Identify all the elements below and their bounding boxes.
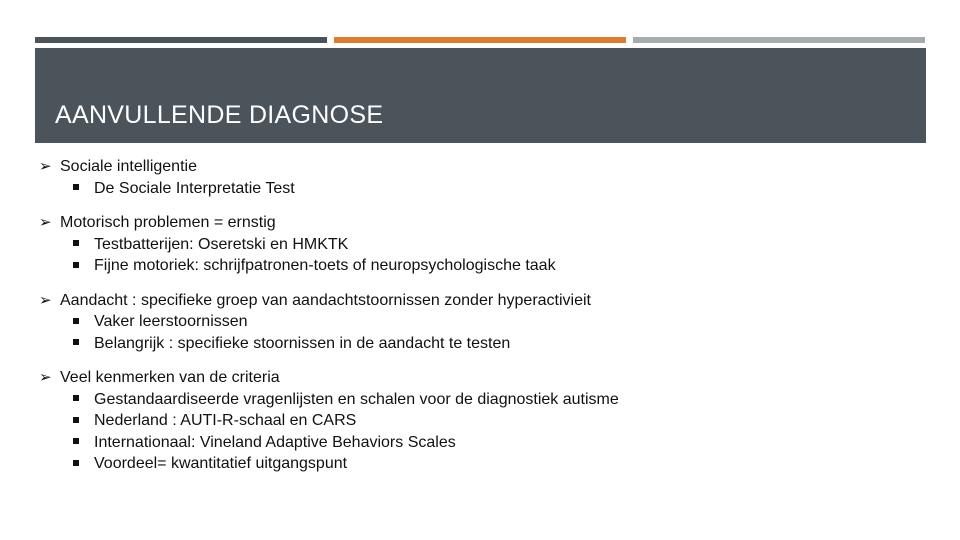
accent-bar-orange — [334, 37, 626, 43]
slide-title: AANVULLENDE DIAGNOSE — [55, 101, 384, 129]
sub-bullet-text: Testbatterijen: Oseretski en HMKTK — [94, 235, 349, 253]
square-bullet-icon — [73, 262, 79, 268]
sub-bullet-item — [39, 255, 939, 277]
arrow-bullet-icon: ➢ — [39, 369, 52, 386]
sub-bullet-text: De Sociale Interpretatie Test — [94, 179, 295, 197]
arrow-bullet-icon: ➢ — [39, 291, 52, 309]
bullet-group — [39, 212, 939, 277]
sub-bullet-text: Nederland : AUTI-R-schaal en CARS — [94, 412, 357, 429]
sub-bullet-item — [39, 453, 939, 475]
arrow-bullet-icon: ➢ — [39, 214, 52, 231]
bullet-item — [39, 212, 939, 234]
title-band — [35, 48, 926, 143]
bullet-group — [39, 156, 939, 199]
arrow-bullet-icon: ➢ — [39, 158, 52, 175]
square-bullet-icon — [73, 438, 79, 444]
sub-bullet-item — [39, 389, 939, 411]
bullet-group — [39, 290, 939, 355]
sub-bullet-item — [39, 311, 939, 333]
sub-bullet-text: Voordeel= kwantitatief uitgangspunt — [94, 455, 348, 472]
slide-content — [39, 156, 939, 488]
sub-bullet-text: Belangrijk : specifieke stoornissen in de aandacht te testen — [94, 334, 511, 352]
square-bullet-icon — [73, 318, 79, 324]
bullet-text: Veel kenmerken van de criteria — [60, 369, 280, 386]
bullet-group — [39, 367, 939, 475]
sub-bullet-item — [39, 178, 939, 200]
sub-bullet-text: Vaker leerstoornissen — [94, 313, 248, 330]
square-bullet-icon — [73, 240, 79, 246]
bullet-item — [39, 156, 939, 178]
bullet-item — [39, 367, 939, 389]
sub-bullet-item — [39, 432, 939, 454]
sub-bullet-text: Fijne motoriek: schrijfpatronen-toets of neuropsychologische taak — [94, 257, 556, 274]
sub-bullet-text: Gestandaardiseerde vragenlijsten en schalen voor de diagnostiek autisme — [94, 390, 619, 408]
sub-bullet-item — [39, 410, 939, 432]
square-bullet-icon — [73, 395, 79, 401]
bullet-item — [39, 290, 939, 312]
sub-bullet-item — [39, 333, 939, 355]
square-bullet-icon — [73, 417, 79, 423]
sub-bullet-item — [39, 234, 939, 256]
square-bullet-icon — [73, 184, 79, 190]
bullet-text: Aandacht : specifieke groep van aandachtstoornissen zonder hyperactivieit — [60, 291, 591, 309]
square-bullet-icon — [73, 460, 79, 466]
accent-bar-dark — [35, 37, 327, 43]
sub-bullet-text: Internationaal: Vineland Adaptive Behaviors Scales — [94, 433, 456, 451]
bullet-text: Sociale intelligentie — [60, 158, 197, 175]
bullet-text: Motorisch problemen = ernstig — [60, 214, 276, 231]
square-bullet-icon — [73, 339, 79, 345]
accent-bar-gray — [633, 37, 925, 43]
